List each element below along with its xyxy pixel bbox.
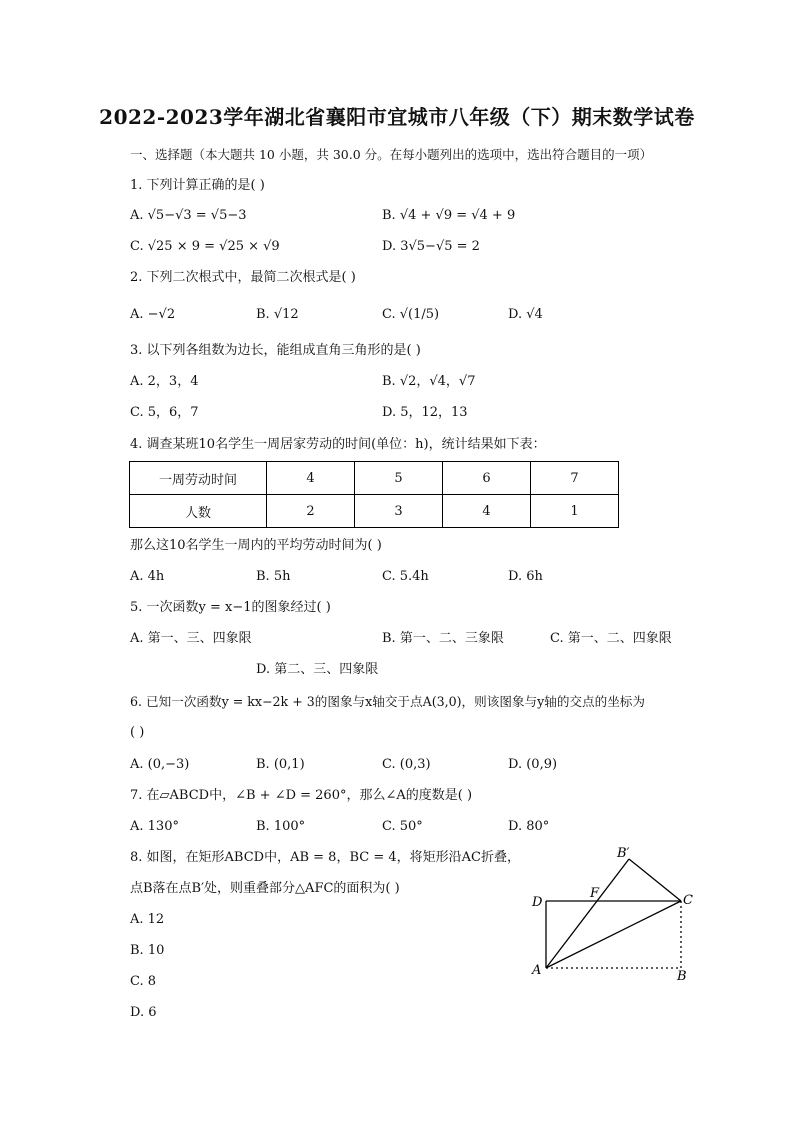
q3-option-c[interactable]: C. 5，6，7	[130, 405, 199, 420]
q3-option-d[interactable]: D. 5，12，13	[382, 405, 468, 420]
q2-option-a[interactable]: A. −√2	[130, 307, 176, 322]
segment-ab-prime	[546, 859, 629, 968]
table-cell: 2	[267, 495, 355, 528]
label-b-prime: B′	[617, 846, 630, 861]
q6-option-a[interactable]: A. (0,−3)	[130, 757, 190, 772]
table-cell: 3	[355, 495, 443, 528]
page-title: 2022-2023学年湖北省襄阳市宜城市八年级（下）期末数学试卷	[99, 105, 695, 129]
q5-option-a[interactable]: A. 第一、三、四象限	[130, 631, 252, 646]
label-d: D	[532, 895, 543, 910]
q6-option-b[interactable]: B. (0,1)	[256, 757, 305, 772]
q8-rectangle-fold-figure	[520, 840, 700, 990]
q8-option-b[interactable]: B. 10	[130, 943, 165, 958]
q2-option-d[interactable]: D. √4	[508, 307, 543, 322]
q1-option-c[interactable]: C. √25 × 9 = √25 × √9	[130, 239, 280, 254]
q3-option-b[interactable]: B. √2，√4，√7	[382, 374, 476, 389]
q8-option-d[interactable]: D. 6	[130, 1005, 157, 1020]
q5-option-b[interactable]: B. 第一、二、三象限	[382, 631, 504, 646]
table-cell: 1	[531, 495, 619, 528]
q4-option-b[interactable]: B. 5h	[256, 569, 291, 584]
q5-option-c[interactable]: C. 第一、二、四象限	[550, 631, 672, 646]
q4-followup: 那么这10名学生一周内的平均劳动时间为( )	[130, 538, 382, 553]
table-row	[130, 495, 619, 528]
q1-option-d[interactable]: D. 3√5−√5 = 2	[382, 239, 480, 254]
table-cell: 6	[443, 462, 531, 495]
q8-stem-continued: 点B落在点B′处，则重叠部分△AFC的面积为( )	[130, 881, 400, 896]
q3-option-a[interactable]: A. 2，3，4	[130, 374, 199, 389]
table-row	[130, 462, 619, 495]
q2-stem: 2. 下列二次根式中，最简二次根式是( )	[130, 270, 356, 285]
label-b: B	[677, 969, 687, 984]
q3-stem: 3. 以下列各组数为边长，能组成直角三角形的是( )	[130, 343, 421, 358]
label-f: F	[590, 886, 600, 901]
section-heading: 一、选择题（本大题共 10 小题，共 30.0 分。在每小题列出的选项中，选出符合题目的一项）	[130, 147, 653, 162]
q8-option-c[interactable]: C. 8	[130, 974, 157, 989]
q1-option-b[interactable]: B. √4 + √9 = √4 + 9	[382, 208, 516, 223]
table-cell: 5	[355, 462, 443, 495]
q5-option-d[interactable]: D. 第二、三、四象限	[256, 662, 379, 677]
q8-stem: 8. 如图，在矩形ABCD中，AB = 8，BC = 4，将矩形沿AC折叠，	[130, 850, 520, 865]
q4-option-d[interactable]: D. 6h	[508, 569, 543, 584]
label-c: C	[683, 893, 693, 908]
q7-stem: 7. 在▱ABCD中，∠B + ∠D = 260°，那么∠A的度数是( )	[130, 788, 473, 803]
table-cell: 一周劳动时间	[130, 462, 267, 495]
q2-option-b[interactable]: B. √12	[256, 307, 299, 322]
labor-time-table	[129, 461, 619, 528]
q6-option-c[interactable]: C. (0,3)	[382, 757, 431, 772]
q6-stem-continued: ( )	[130, 725, 145, 740]
q4-option-a[interactable]: A. 4h	[130, 569, 165, 584]
table-cell: 4	[267, 462, 355, 495]
label-a: A	[532, 963, 542, 978]
q7-option-b[interactable]: B. 100°	[256, 819, 306, 834]
q4-option-c[interactable]: C. 5.4h	[382, 569, 429, 584]
segment-ac	[546, 901, 681, 968]
q8-option-a[interactable]: A. 12	[130, 912, 165, 927]
q7-option-c[interactable]: C. 50°	[382, 819, 423, 834]
q1-option-a[interactable]: A. √5−√3 = √5−3	[130, 208, 247, 223]
q4-stem: 4. 调查某班10名学生一周居家劳动的时间(单位：h)，统计结果如下表：	[130, 437, 546, 452]
segment-b-prime-c	[629, 859, 681, 901]
q2-option-c[interactable]: C. √(1/5)	[382, 307, 440, 322]
table-cell: 4	[443, 495, 531, 528]
q7-option-a[interactable]: A. 130°	[130, 819, 179, 834]
q7-option-d[interactable]: D. 80°	[508, 819, 550, 834]
q5-stem: 5. 一次函数y = x−1的图象经过( )	[130, 600, 331, 615]
table-cell: 人数	[130, 495, 267, 528]
q6-option-d[interactable]: D. (0,9)	[508, 757, 558, 772]
table-cell: 7	[531, 462, 619, 495]
q6-stem: 6. 已知一次函数y = kx−2k + 3的图象与x轴交于点A(3,0)，则该图象与y轴的交点的坐标为	[130, 694, 645, 709]
q1-stem: 1. 下列计算正确的是( )	[130, 178, 265, 193]
